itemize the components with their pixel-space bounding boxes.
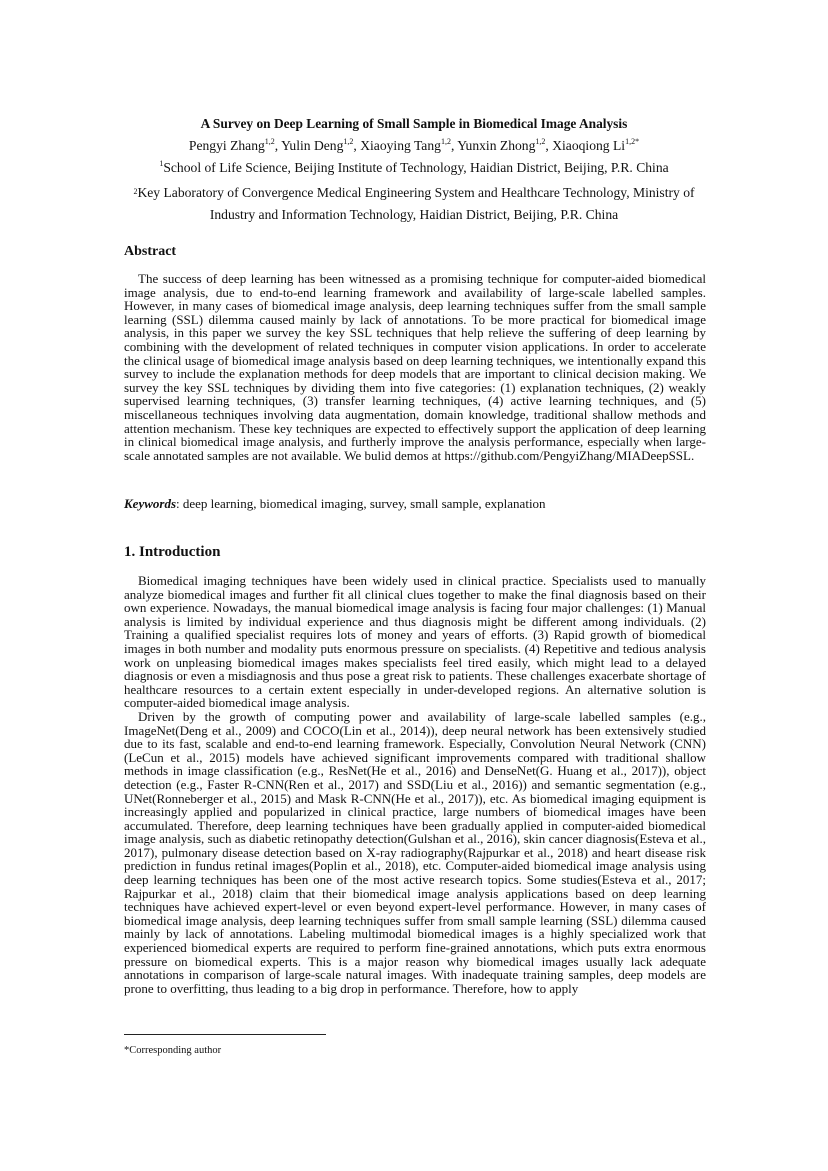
footnote: *Corresponding author bbox=[124, 1045, 222, 1056]
paper-title: A Survey on Deep Learning of Small Sample in Biomedical Image Analysis bbox=[200, 116, 628, 131]
abstract-heading: Abstract bbox=[124, 244, 177, 259]
author-name: Xiaoying Tang bbox=[360, 138, 441, 153]
author-affiliation-mark: 1,2 bbox=[264, 137, 275, 146]
introduction-body bbox=[124, 574, 706, 995]
author-affiliation-mark: 1,2 bbox=[343, 137, 354, 146]
author-list: Pengyi Zhang$^{1,2}$, Yulin Deng$^{1,2}$, Xiaoying Tang$^{1,2}$, Yunxin Zhong$^{1,2}$, Xiaoqiong $Li^{1,2*}$ bbox=[188, 137, 640, 153]
keywords bbox=[124, 496, 706, 512]
author-name: Xiaoqiong Li bbox=[552, 138, 626, 153]
paragraph: Driven by the growth of computing power and availability of large-scale labelled samples (e.g., ImageNet(Deng et al., 2009) and COCO(Lin et al., 2014)), deep neural network has been extensively studied due to its fast, scalable and end-to-end learning framework. Especially, Convolution Neural Network (CNN)(LeCun et al., 2015) models have achieved significant improvements compared with traditional shallow methods in image classification (e.g., ResNet(He et al., 2016) and DenseNet(G. Huang et al., 2017)), object detection (e.g., Faster R-CNN(Ren et al., 2017) and SSD(Liu et al., 2016)) and semantic segmentation (e.g., UNet(Ronneberger et al., 2015) and Mask R-CNN(He et al., 2017)), etc. As biomedical imaging equipment is increasingly applied and popularized in clinical practice, large numbers of biomedical images have been accumulated. Therefore, deep learning techniques have been gradually applied in computer-aided biomedical image analysis, such as diabetic retinopathy detection(Gulshan et al., 2016), skin cancer diagnosis(Esteva et al., 2017), pulmonary disease detection based on X-ray radiography(Rajpurkar et al., 2018) and heart disease risk prediction in fundus retinal images(Poplin et al., 2018), etc. Computer-aided biomedical image analysis using deep learning techniques has been one of the most active research topics. Some studies(Esteva et al., 2017; Rajpurkar et al., 2018) claim that their biomedical image analysis applications based on deep learning techniques have achieved expert-level or even beyond expert-level performance. However, in many cases of biomedical image analysis, deep learning techniques suffer from small sample learning (SSL) dilemma caused mainly by lack of annotations. Labeling multimodal biomedical images is a highly specialized work that experienced biomedical experts are required to perform fine-grained annotations, which puts extra enormous pressure on biomedical experts. This is a major reason why biomedical images usually lack adequate annotations in comparison of large-scale natural images. With inadequate training samples, deep models are prone to overfitting, thus leading to a big drop in performance. Therefore, how to apply bbox=[124, 708, 706, 996]
affiliation-2 bbox=[122, 182, 706, 226]
affiliation-1 bbox=[0, 160, 828, 176]
abstract-body: The success of deep learning has been witnessed as a promising technique for computer-aided biomedical image analysis, due to end-to-end learning framework and availability of large-scale labelled samples. However, in many cases of biomedical image analysis, deep learning techniques suffer from the small sample learning (SSL) dilemma caused mainly by lack of annotations. To be more practical for biomedical image analysis, in this paper we survey the key SSL techniques that help relieve the suffering of deep learning by combining with the development of related techniques in computer vision applications. In order to accelerate the clinical usage of biomedical image analysis based on deep learning techniques, we intentionally expand this survey to include the explanation methods for deep models that are important to clinical decision making. We survey the key SSL techniques by dividing them into five categories: (1) explanation techniques, (2) weakly supervised learning techniques, (3) transfer learning techniques, (4) active learning techniques, and (5) miscellaneous techniques involving data augmentation, domain knowledge, traditional shallow methods and attention mechanism. These key techniques are expected to effectively support the application of deep learning in clinical biomedical image analysis, and furtherly improve the analysis performance, especially when large-scale annotated samples are not available. We bulid demos at https://github.com/PengyiZhang/MIADeepSSL. bbox=[124, 271, 706, 463]
keywords-list: : deep learning, biomedical imaging, survey, small sample, explanation bbox=[176, 496, 546, 511]
author-name: Pengyi Zhang bbox=[188, 138, 265, 153]
author-affiliation-mark: 1,2 bbox=[535, 137, 546, 146]
affiliation-text: Key Laboratory of Convergence Medical Engineering System and Healthcare Technology, Ministry of Industry and Information Technology, Haidian District, Beijing, P.R. China bbox=[137, 185, 695, 222]
affiliation-mark: 2 bbox=[133, 187, 138, 196]
author-name: Yulin Deng bbox=[281, 138, 344, 153]
section-heading-introduction: 1. Introduction bbox=[124, 544, 221, 560]
footnote-divider bbox=[124, 1034, 326, 1035]
paragraph: Biomedical imaging techniques have been widely used in clinical practice. Specialists used to manually analyze biomedical images and further fit all clinical clues together to make the final diagnosis based on their own experience. Nowadays, the manual biomedical image analysis is facing four major challenges: (1) Manual analysis is limited by individual experience and thus diagnosis might be different among individuals. (2) Training a qualified specialist requires lots of money and years of efforts. (3) Rapid growth of biomedical images in both number and modality puts enormous pressure on specialists. (4) Repetitive and tedious analysis work on unpleasing biomedical images makes specialists feel tired easily, which might lead to a delayed diagnosis or even a misdiagnosis and thus pose a great risk to patients. These challenges exacerbate shortage of healthcare resources to a certain extent especially in under-developed regions. An alternative solution is computer-aided biomedical image analysis. bbox=[124, 573, 706, 711]
author-affiliation-mark: 1,2 bbox=[440, 137, 451, 146]
keywords-label: Keywords bbox=[124, 496, 176, 511]
author-name: Yunxin Zhong bbox=[457, 138, 536, 153]
author-affiliation-mark: 1,2* bbox=[625, 137, 640, 146]
affiliation-text: School of Life Science, Beijing Institute of Technology, Haidian District, Beijing, P.R. China bbox=[163, 160, 669, 175]
affiliation-mark: 1 bbox=[159, 159, 164, 168]
